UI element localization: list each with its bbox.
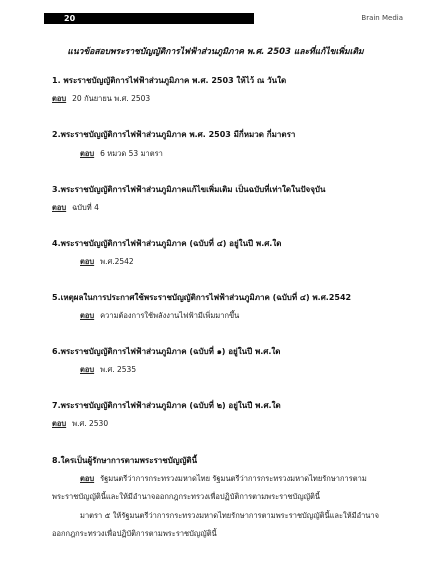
- answer-8-line-2: พระราชบัญญัตินี้และให้มีอำนาจออกกฎกระทรวงเพื่อปฏิบัติการตามพระราชบัญญัตินี้: [52, 492, 321, 501]
- answer-text: 6 หมวด 53 มาตรา: [100, 149, 163, 158]
- answer-7: [52, 418, 108, 430]
- page-number: 20: [64, 14, 76, 23]
- question-5: 5.เหตุผลในการประกาศใช้พระราชบัญญัติการไฟฟ้าส่วนภูมิภาค (ฉบับที่ ๔) พ.ศ.2542: [52, 293, 352, 302]
- answer-5: [80, 310, 239, 322]
- answer-label: ตอบ: [80, 365, 95, 374]
- answer-2: [80, 148, 163, 160]
- answer-label: ตอบ: [80, 311, 95, 320]
- brand-name: Brain Media: [361, 14, 403, 22]
- answer-label: ตอบ: [52, 419, 67, 428]
- question-7: 7.พระราชบัญญัติการไฟฟ้าส่วนภูมิภาค (ฉบับที่ ๒) อยู่ในปี พ.ศ.ใด: [52, 401, 281, 410]
- answer-text: ความต้องการใช้พลังงานไฟฟ้ามีเพิ่มมากขึ้น: [100, 311, 240, 320]
- question-3: 3.พระราชบัญญัติการไฟฟ้าส่วนภูมิภาคแก้ไขเพิ่มเติม เป็นฉบับที่เท่าใดในปัจจุบัน: [52, 185, 326, 194]
- question-1: 1. พระราชบัญญัติการไฟฟ้าส่วนภูมิภาค พ.ศ. 2503 ให้ไว้ ณ วันใด: [52, 76, 287, 85]
- answer-label: ตอบ: [80, 149, 95, 158]
- answer-4: [80, 256, 134, 268]
- header-bar: [44, 13, 254, 24]
- question-6: 6.พระราชบัญญัติการไฟฟ้าส่วนภูมิภาค (ฉบับที่ ๑) อยู่ในปี พ.ศ.ใด: [52, 347, 281, 356]
- answer-8-line-3: มาตรา ๕ ให้รัฐมนตรีว่าการกระทรวงมหาดไทยรักษาการตามพระราชบัญญัตินี้และให้มีอำนาจ: [80, 511, 380, 520]
- answer-1: [52, 93, 150, 105]
- page-title: แนวข้อสอบพระราชบัญญัติการไฟฟ้าส่วนภูมิภาค พ.ศ. 2503 และที่แก้ไขเพิ่มเติม: [67, 47, 364, 57]
- answer-8: [80, 473, 367, 485]
- question-2: 2.พระราชบัญญัติการไฟฟ้าส่วนภูมิภาค พ.ศ. 2503 มีกี่หมวด กี่มาตรา: [52, 130, 296, 139]
- answer-label: ตอบ: [80, 257, 95, 266]
- answer-8-line-4: ออกกฎกระทรวงเพื่อปฏิบัติการตามพระราชบัญญัตินี้: [52, 529, 217, 538]
- answer-label: ตอบ: [52, 203, 67, 212]
- answer-text: พ.ศ. 2535: [100, 365, 137, 374]
- question-4: 4.พระราชบัญญัติการไฟฟ้าส่วนภูมิภาค (ฉบับที่ ๔) อยู่ในปี พ.ศ.ใด: [52, 239, 282, 248]
- question-8: 8.ใครเป็นผู้รักษาการตามพระราชบัญญัตินี้: [52, 456, 198, 465]
- answer-text: รัฐมนตรีว่าการกระทรวงมหาดไทย รัฐมนตรีว่าการกระทรวงมหาดไทยรักษาการตาม: [100, 474, 367, 483]
- answer-text: 20 กันยายน พ.ศ. 2503: [72, 94, 151, 103]
- answer-3: [52, 202, 99, 214]
- answer-label: ตอบ: [52, 94, 67, 103]
- answer-text: พ.ศ. 2530: [72, 419, 109, 428]
- answer-text: ฉบับที่ 4: [72, 203, 99, 212]
- answer-text: พ.ศ.2542: [100, 257, 134, 266]
- answer-6: [80, 364, 136, 376]
- answer-label: ตอบ: [80, 474, 95, 483]
